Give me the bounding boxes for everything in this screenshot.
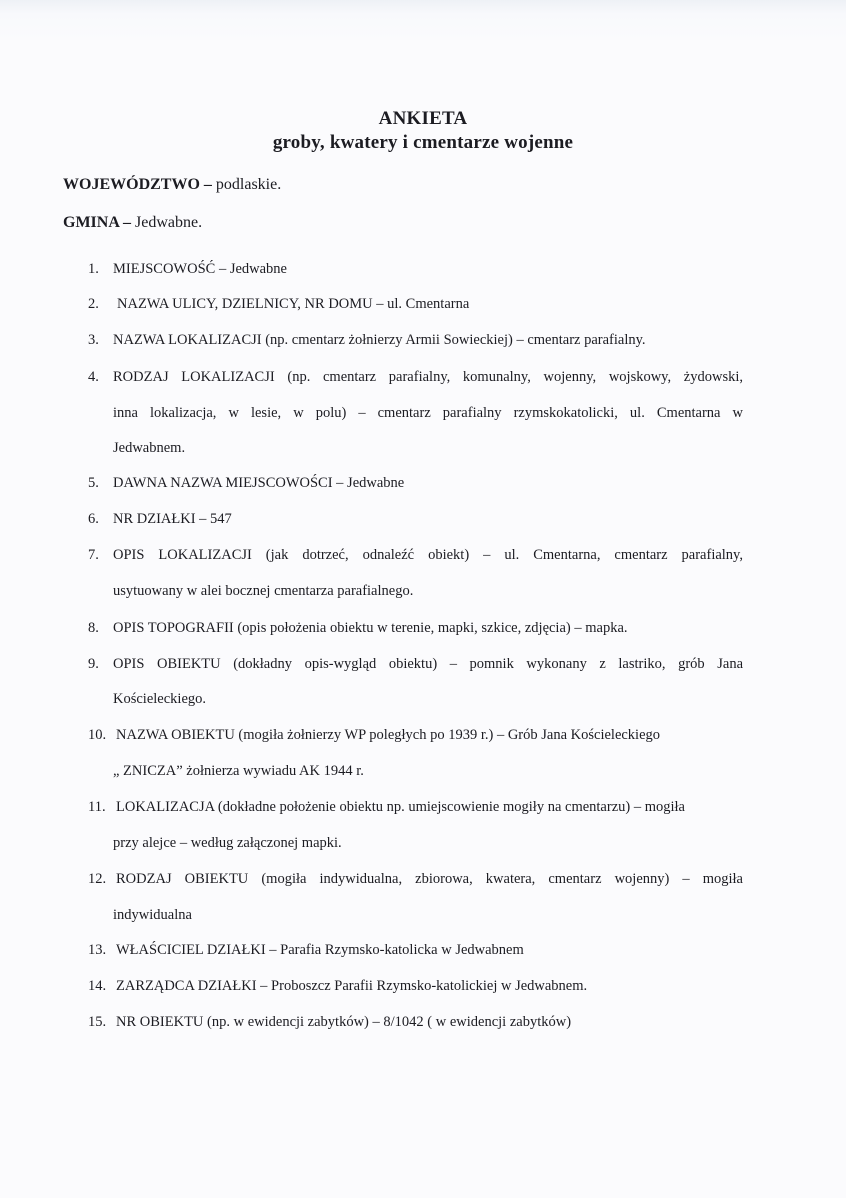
- item-line: DAWNA NAZWA MIEJSCOWOŚCI – Jedwabne: [113, 475, 405, 491]
- item-number: 4.: [88, 369, 99, 385]
- item-line: OPIS LOKALIZACJI (jak dotrzeć, odnaleźć obiekt) – ul. Cmentarna, cmentarz parafialny,: [113, 547, 743, 563]
- item-line: NR OBIEKTU (np. w ewidencji zabytków) – 8/1042 ( w ewidencji zabytków): [116, 1014, 572, 1030]
- item-number: 5.: [88, 475, 99, 491]
- item-number: 3.: [88, 332, 99, 348]
- item-number: 10.: [88, 727, 107, 743]
- item-number: 9.: [88, 656, 99, 672]
- item-number: 6.: [88, 511, 99, 527]
- item-line: RODZAJ LOKALIZACJI (np. cmentarz parafialny, komunalny, wojenny, wojskowy, żydowski,: [113, 369, 743, 385]
- item-line: ZARZĄDCA DZIAŁKI – Proboszcz Parafii Rzymsko-katolickiej w Jedwabnem.: [116, 978, 588, 994]
- item-number: 8.: [88, 620, 99, 636]
- item-number: 14.: [88, 978, 107, 994]
- document-subtitle: groby, kwatery i cmentarze wojenne: [272, 132, 574, 153]
- item-line: NAZWA OBIEKTU (mogiła żołnierzy WP poległych po 1939 r.) – Grób Jana Kościeleckiego: [116, 727, 661, 743]
- item-line: inna lokalizacja, w lesie, w polu) – cmentarz parafialny rzymskokatolicki, ul. Cmentarna w: [113, 405, 743, 421]
- item-number: 7.: [88, 547, 99, 563]
- item-number: 15.: [88, 1014, 107, 1030]
- item-line: „ ZNICZA” żołnierza wywiadu AK 1944 r.: [113, 763, 364, 779]
- item-line: NAZWA ULICY, DZIELNICY, NR DOMU – ul. Cmentarna: [117, 296, 470, 312]
- item-line: OPIS TOPOGRAFII (opis położenia obiektu w terenie, mapki, szkice, zdjęcia) – mapka.: [113, 620, 628, 636]
- item-line: Jedwabnem.: [113, 440, 186, 456]
- item-line: MIEJSCOWOŚĆ – Jedwabne: [113, 261, 287, 277]
- commune-value: Jedwabne.: [131, 214, 203, 231]
- item-number: 1.: [88, 261, 99, 277]
- item-line: przy alejce – według załączonej mapki.: [113, 835, 342, 851]
- item-line: usytuowany w alei bocznej cmentarza parafialnego.: [113, 583, 414, 599]
- item-line: OPIS OBIEKTU (dokładny opis-wygląd obiektu) – pomnik wykonany z lastriko, grób Jana: [113, 656, 743, 672]
- item-line: WŁAŚCICIEL DZIAŁKI – Parafia Rzymsko-katolicka w Jedwabnem: [116, 942, 524, 958]
- item-number: 13.: [88, 942, 107, 958]
- item-line: LOKALIZACJA (dokładne położenie obiektu np. umiejscowienie mogiły na cmentarzu) – mogiła: [116, 799, 685, 815]
- item-line: NAZWA LOKALIZACJI (np. cmentarz żołnierzy Armii Sowieckiej) – cmentarz parafialny.: [113, 332, 646, 348]
- voivodeship-field: [63, 176, 281, 194]
- item-number: 11.: [88, 799, 106, 815]
- commune-field: [63, 214, 202, 232]
- item-number: 12.: [88, 871, 107, 887]
- document-title: ANKIETA: [378, 108, 468, 129]
- commune-label: GMINA –: [63, 214, 131, 231]
- voivodeship-label: WOJEWÓDZTWO –: [63, 176, 212, 193]
- item-line: NR DZIAŁKI – 547: [113, 511, 232, 527]
- item-line: Kościeleckiego.: [113, 691, 207, 707]
- item-line: RODZAJ OBIEKTU (mogiła indywidualna, zbiorowa, kwatera, cmentarz wojenny) – mogiła: [116, 871, 743, 887]
- voivodeship-value: podlaskie.: [211, 176, 282, 193]
- item-line: indywidualna: [113, 907, 192, 923]
- item-number: 2.: [88, 296, 99, 312]
